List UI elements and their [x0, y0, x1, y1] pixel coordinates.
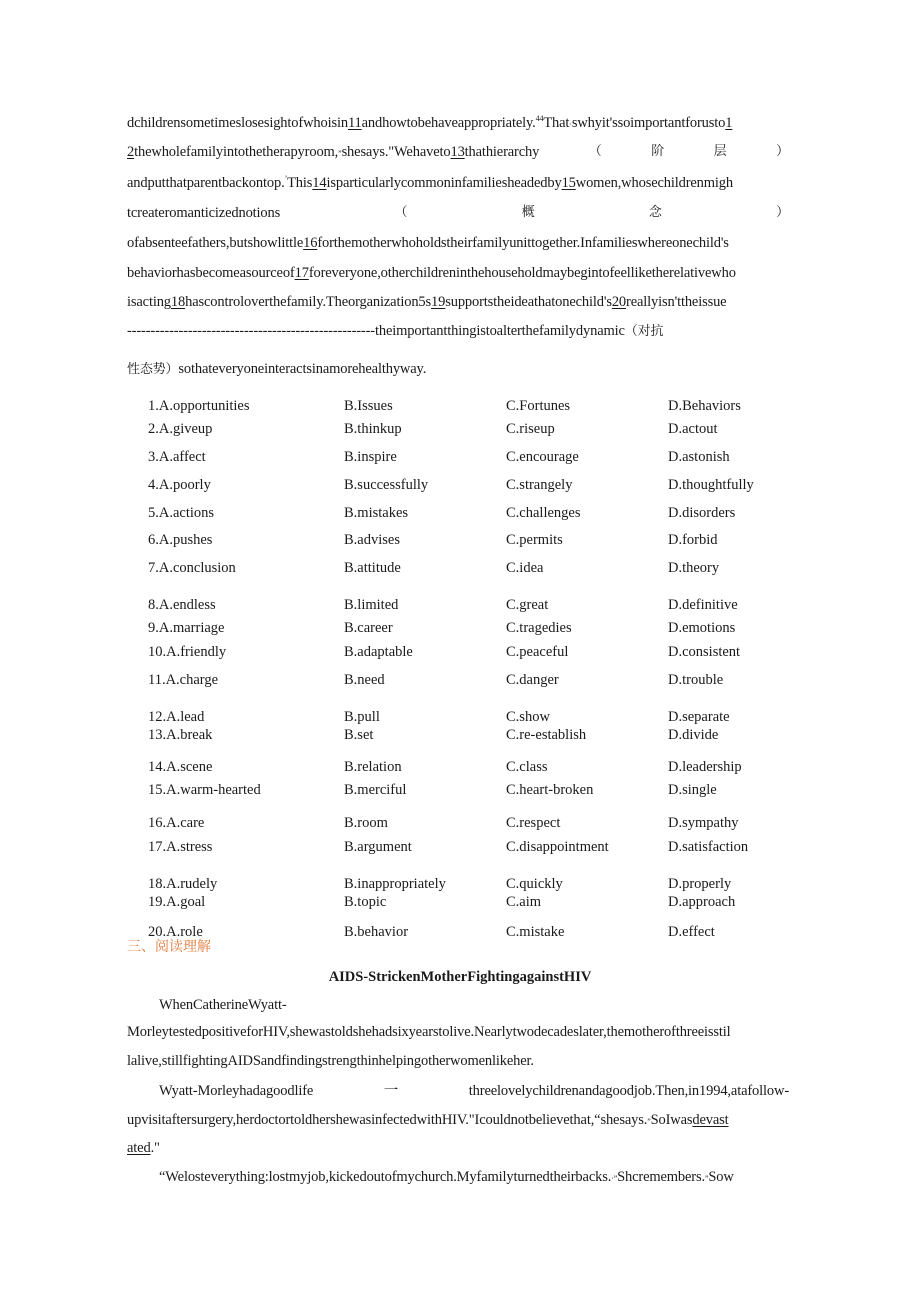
option-b: B.set	[344, 727, 374, 743]
quote-mark: ”	[704, 1174, 709, 1183]
question-row	[148, 448, 788, 466]
question-row	[148, 708, 788, 726]
article-line	[127, 1167, 821, 1189]
option-d: D.definitive	[668, 597, 738, 613]
blank-number: 20	[611, 294, 627, 310]
blank-number: 11	[347, 115, 362, 131]
option-d: D.effect	[668, 924, 715, 940]
option-c: C.heart-broken	[506, 782, 594, 798]
text-run: upvisitaftersurgery,herdoctortoldhershewasinfectedwithHIV."Icouldnotbelievethat,“shesays.	[127, 1112, 648, 1128]
quote-mark: ·	[569, 120, 572, 129]
text-run: That	[543, 115, 570, 131]
option-d: D.trouble	[668, 672, 724, 688]
option-b: B.career	[344, 620, 393, 636]
option-d: D.consistent	[668, 644, 741, 660]
text-run: tcreateromanticizednotions	[127, 205, 281, 221]
question-row	[148, 838, 788, 856]
option-c: C.Fortunes	[506, 398, 571, 414]
option-d: D.sympathy	[668, 815, 739, 831]
article-line	[127, 1051, 789, 1071]
option-a: 5.A.actions	[148, 505, 215, 521]
option-c: C.permits	[506, 532, 563, 548]
blank-number: 15	[561, 175, 576, 191]
blank-number: devast	[692, 1112, 729, 1128]
blank-number: 2	[127, 144, 135, 160]
option-a: 12.A.lead	[148, 709, 205, 725]
option-c: C.disappointment	[506, 839, 609, 855]
chinese-gloss: （对抗	[624, 324, 664, 339]
passage-line	[127, 203, 789, 223]
option-d: D.separate	[668, 709, 730, 725]
option-d: D.astonish	[668, 449, 730, 465]
option-c: C.danger	[506, 672, 559, 688]
option-b: B.inspire	[344, 449, 397, 465]
text-run: Sow	[708, 1169, 734, 1185]
text-run: andhowtobehaveappropriately.	[361, 115, 536, 131]
passage-line	[127, 113, 789, 135]
question-row	[148, 758, 788, 776]
option-a: 7.A.conclusion	[148, 560, 236, 576]
article-line	[127, 1022, 789, 1042]
question-row	[148, 923, 788, 941]
passage-line	[127, 233, 789, 253]
option-c: C.riseup	[506, 421, 555, 437]
text-run: behaviorhasbecomeasourceof	[127, 265, 295, 281]
option-a: 20.A.role	[148, 924, 203, 940]
option-c: C.mistake	[506, 924, 565, 940]
option-d: D.approach	[668, 894, 736, 910]
blank-number: 13	[450, 144, 465, 160]
option-a: 14.A.scene	[148, 759, 213, 775]
text-run: andputthatparentbackontop.	[127, 175, 285, 191]
option-c: C.encourage	[506, 449, 579, 465]
blank-number: 16	[303, 235, 318, 251]
blank-number: 17	[294, 265, 309, 281]
superscript-mark: ’	[284, 174, 288, 184]
option-b: B.relation	[344, 759, 402, 775]
option-a: 19.A.goal	[148, 894, 206, 910]
option-d: D.properly	[668, 876, 732, 892]
question-row	[148, 619, 788, 637]
option-a: 2.A.giveup	[148, 421, 213, 437]
option-d: D.single	[668, 782, 717, 798]
question-row	[148, 476, 788, 494]
article-line	[127, 1081, 789, 1101]
text-run: WhenCatherineWyatt-	[159, 997, 287, 1013]
blank-number: 14	[312, 175, 327, 191]
article-title: AIDS-StrickenMotherFightingagainstHIV	[328, 969, 592, 985]
text-run: foreveryone,otherchildreninthehouseholdmaybegintofeelliketherelativewho	[308, 265, 736, 281]
text-run: This	[287, 175, 313, 191]
option-a: 4.A.poorly	[148, 477, 211, 493]
text-run: isparticularlycommoninfamiliesheadedby	[326, 175, 562, 191]
option-a: 3.A.affect	[148, 449, 206, 465]
question-row	[148, 504, 788, 522]
passage-line	[127, 263, 789, 283]
option-c: C.aim	[506, 894, 542, 910]
question-row	[148, 781, 788, 799]
option-c: C.show	[506, 709, 550, 725]
option-b: B.behavior	[344, 924, 409, 940]
option-b: B.need	[344, 672, 385, 688]
option-c: C.re-establish	[506, 727, 587, 743]
option-c: C.peaceful	[506, 644, 569, 660]
question-row	[148, 397, 788, 415]
option-b: B.adaptable	[344, 644, 413, 660]
chinese-gloss: 念	[648, 205, 662, 220]
text-run: -----------------------------------------------------theimportantthingistoalterthefamilydynamic	[127, 323, 625, 339]
text-run: ."	[150, 1140, 160, 1156]
option-b: B.merciful	[344, 782, 407, 798]
option-b: B.argument	[344, 839, 412, 855]
option-d: D.thoughtfully	[668, 477, 754, 493]
passage-line	[127, 321, 789, 342]
text-run: shesays."Wehaveto	[341, 144, 451, 160]
blank-number: ated	[127, 1140, 151, 1156]
article-line	[127, 995, 821, 1015]
passage-line	[127, 292, 789, 312]
quote-mark: ”	[338, 149, 342, 158]
text-run	[127, 203, 280, 223]
text-run: 一	[383, 1083, 399, 1099]
question-row	[148, 875, 788, 893]
option-b: B.successfully	[344, 477, 429, 493]
option-a: 10.A.friendly	[148, 644, 227, 660]
option-b: B.mistakes	[344, 505, 409, 521]
question-row	[148, 814, 788, 832]
question-row	[148, 596, 788, 614]
text-run: sothateveryoneinteractsinamorehealthyway.	[178, 361, 427, 377]
chinese-gloss: ）	[776, 144, 789, 159]
chinese-gloss: 层	[713, 144, 727, 159]
chinese-gloss: （	[394, 205, 408, 220]
quote-mark: ·”	[611, 1174, 618, 1183]
chinese-gloss: ）	[776, 205, 789, 220]
option-a: 13.A.break	[148, 727, 213, 743]
text-run: women,whosechildrenmigh	[575, 175, 733, 191]
chinese-gloss: 概	[521, 205, 535, 220]
text-run: MorleytestedpositiveforHIV,shewastoldshehadsixyearstolive.Nearlytwodecadeslater,themotherofthreeisstil	[127, 1024, 731, 1040]
text-run: swhyit'ssoimportantforusto	[571, 115, 726, 131]
text-run: thathierarchy	[464, 144, 540, 160]
option-c: C.idea	[506, 560, 544, 576]
text-run: Shcremembers.	[617, 1169, 705, 1185]
passage-line	[127, 142, 789, 164]
superscript-mark: 44	[535, 114, 544, 124]
option-d: D.Behaviors	[668, 398, 741, 414]
article-line	[127, 1138, 789, 1158]
question-row	[148, 643, 788, 661]
option-a: 16.A.care	[148, 815, 205, 831]
quote-mark: ”	[647, 1117, 651, 1126]
text-run: Wyatt-Morleyhadagoodlife	[159, 1083, 314, 1099]
section-heading: 三、阅读理解	[127, 939, 211, 955]
text-run: ofabsenteefathers,butshowlittle	[127, 235, 304, 251]
option-b: B.Issues	[344, 398, 393, 414]
option-d: D.leadership	[668, 759, 742, 775]
text-run: threelovelychildrenandagoodjob.Then,in1994,atafollow-	[468, 1083, 789, 1099]
option-d: D.disorders	[668, 505, 736, 521]
text-run: supportstheideathatonechild's	[445, 294, 612, 310]
option-b: B.topic	[344, 894, 387, 910]
blank-number: 18	[170, 294, 186, 310]
option-c: C.challenges	[506, 505, 581, 521]
option-d: D.theory	[668, 560, 720, 576]
question-row	[148, 893, 788, 911]
text-run	[127, 142, 539, 164]
option-b: B.inappropriately	[344, 876, 446, 892]
question-row	[148, 531, 788, 549]
question-row	[148, 559, 788, 577]
text-run: hascontroloverthefamily.Theorganization5s	[185, 294, 432, 310]
option-d: D.actout	[668, 421, 718, 437]
option-d: D.satisfaction	[668, 839, 749, 855]
text-run: forthemotherwhoholdstheirfamilyunittogether.Infamilieswhereonechild's	[317, 235, 729, 251]
option-d: D.divide	[668, 727, 719, 743]
option-c: C.tragedies	[506, 620, 572, 636]
option-a: 18.A.rudely	[148, 876, 218, 892]
option-c: C.strangely	[506, 477, 573, 493]
text-run: “Welosteverything:lostmyjob,kickedoutofmychurch.Myfamilyturnedtheirbacks.	[159, 1169, 612, 1185]
text-run: dchildrensometimeslosesightofwhoisin	[127, 115, 348, 131]
article-line	[127, 1110, 789, 1132]
question-row	[148, 671, 788, 689]
option-b: B.pull	[344, 709, 380, 725]
option-a: 9.A.marriage	[148, 620, 225, 636]
text-run: reallyisn'ttheissue	[626, 294, 727, 310]
option-b: B.advises	[344, 532, 400, 548]
option-a: 17.A.stress	[148, 839, 213, 855]
option-a: 1.A.opportunities	[148, 398, 250, 414]
question-row	[148, 420, 788, 438]
option-c: C.respect	[506, 815, 561, 831]
passage-line	[127, 173, 789, 193]
option-d: D.forbid	[668, 532, 718, 548]
option-a: 11.A.charge	[148, 672, 219, 688]
option-b: B.attitude	[344, 560, 401, 576]
text-run: lalive,stillfightingAIDSandfindingstrengthinhelpingotherwomenlikeher.	[127, 1053, 534, 1069]
option-c: C.quickly	[506, 876, 563, 892]
option-b: B.room	[344, 815, 388, 831]
chinese-gloss: 性态势）	[127, 362, 179, 377]
option-b: B.thinkup	[344, 421, 402, 437]
blank-number: 19	[431, 294, 446, 310]
passage-line	[127, 359, 789, 380]
blank-number: 1	[725, 115, 733, 131]
question-row	[148, 726, 788, 744]
option-b: B.limited	[344, 597, 399, 613]
chinese-gloss: 阶	[651, 144, 665, 159]
option-d: D.emotions	[668, 620, 736, 636]
text-run: SoIwas	[650, 1112, 693, 1128]
text-run: thewholefamilyintothetherapyroom,	[134, 144, 339, 160]
option-a: 8.A.endless	[148, 597, 216, 613]
option-c: C.great	[506, 597, 549, 613]
option-a: 15.A.warm-hearted	[148, 782, 261, 798]
text-run: isacting	[127, 294, 171, 310]
option-c: C.class	[506, 759, 548, 775]
option-a: 6.A.pushes	[148, 532, 213, 548]
chinese-gloss: （	[588, 144, 602, 159]
